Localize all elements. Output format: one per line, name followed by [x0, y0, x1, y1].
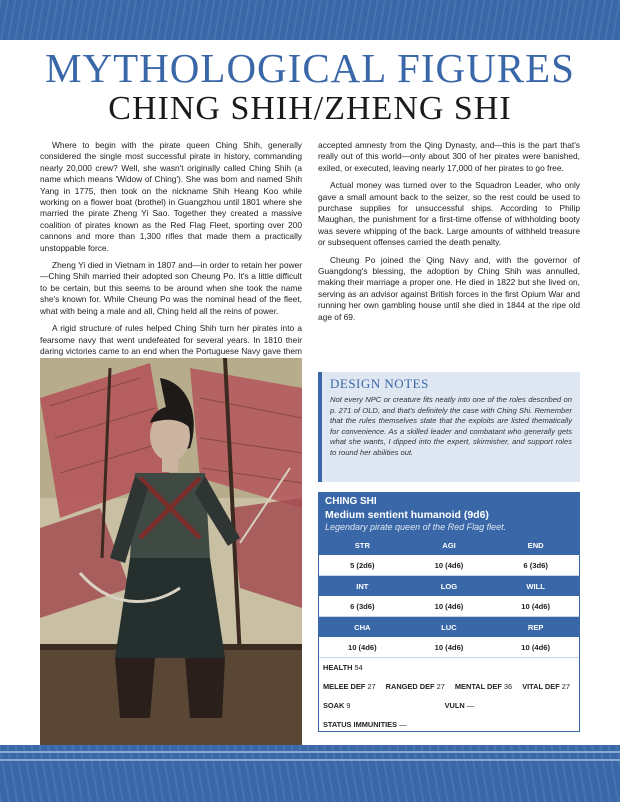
attribute-value: 10 (4d6) — [406, 637, 493, 658]
design-notes-title: DESIGN NOTES — [330, 376, 429, 391]
mental-def-label: MENTAL DEF — [454, 682, 502, 691]
border-stripe — [0, 759, 620, 761]
mental-def-value: 36 — [503, 682, 513, 691]
immunities-label: STATUS IMMUNITIES — [323, 720, 398, 729]
attribute-label: INT — [319, 576, 406, 597]
vuln-value: — — [466, 701, 475, 710]
attribute-value: 5 (2d6) — [319, 555, 406, 576]
attribute-value-row — [319, 596, 579, 617]
vital-def-label: VITAL DEF — [522, 682, 560, 691]
design-notes-box — [318, 372, 580, 482]
attribute-value: 10 (4d6) — [492, 596, 579, 617]
creature-description: Legendary pirate queen of the Red Flag fleet. — [325, 522, 507, 532]
pirate-queen-illustration — [40, 358, 302, 746]
creature-name: CHING SHI — [325, 496, 377, 507]
stat-block — [318, 492, 580, 732]
stat-block-header — [319, 493, 579, 535]
body-paragraph: Where to begin with the pirate queen Ching Shih, generally considered the single most successful pirate in history, commanding nearly 20,000 crew? Well, she wasn't originally called Ching Shih (a name which means 'Widow of Ching'). She was born and named Shih Yang in 1775, then took on the nickname Shih Heang Koo while working on a flower boat (brothel) in Guangzhou until 1801 where she married the pirate Zheng Yi Sao. Together they created a massive coalition of pirates known as the Red Flag Fleet, sporting over 200 cannons and more than 1,300 rifles that made them a practically unstoppable force. — [40, 140, 302, 253]
body-column-right — [318, 140, 580, 329]
attribute-value: 10 (4d6) — [406, 596, 493, 617]
attribute-label: LOG — [406, 576, 493, 597]
body-paragraph: Cheung Po joined the Qing Navy and, with the governor of Guangdong's blessing, the adoption by Ching Shih was annulled, making their marriage a proper one. He died in 1822 but she lived on, serving as an advisor against British forces in the first Opium War and running her own gambling house until she died in 1844 at the ripe old age of 69. — [318, 254, 580, 322]
attribute-value-row — [319, 637, 579, 658]
immunities-line — [319, 715, 579, 734]
entry-title: CHING SHIH/ZHENG SHI — [108, 90, 512, 127]
attribute-value: 10 (4d6) — [406, 555, 493, 576]
attribute-label: LUC — [406, 617, 493, 638]
attribute-value: 10 (4d6) — [319, 637, 406, 658]
body-paragraph: Actual money was turned over to the Squadron Leader, who only gave a small amount back to the seizer, so the rest could be used to purchase supplies for unsuccessful ships. According to Philip Maughan, the punishment for a first-time offense of withholding booty was severe whipping of the back. Large amounts of withheld treasure or subsequent offenses carried the death penalty. — [318, 180, 580, 248]
attribute-value: 6 (3d6) — [492, 555, 579, 576]
body-column-left — [40, 140, 302, 386]
attribute-label: WILL — [492, 576, 579, 597]
vital-def-value: 27 — [561, 682, 571, 691]
attribute-value-row — [319, 555, 579, 576]
melee-def-label: MELEE DEF — [323, 682, 366, 691]
health-line — [319, 658, 579, 677]
border-stripe — [0, 751, 620, 753]
attribute-label-row — [319, 576, 579, 597]
attribute-value: 6 (3d6) — [319, 596, 406, 617]
ranged-def-label: RANGED DEF — [385, 682, 435, 691]
immunities-value: — — [399, 720, 407, 729]
attribute-label: END — [492, 535, 579, 555]
defense-line — [319, 677, 579, 696]
attribute-label: STR — [319, 535, 406, 555]
body-paragraph: Zheng Yi died in Vietnam in 1807 and—in order to retain her power—Ching Shih married their adopted son Cheung Po. It's a little difficult to be certain, but this seems to be around when she took the name she's known for. While Cheung Po was the nominal head of the fleet, what with being a male and all, Ching held all the reins of power. — [40, 260, 302, 316]
attribute-label: CHA — [319, 617, 406, 638]
soak-value: 9 — [346, 701, 351, 710]
attribute-label: AGI — [406, 535, 493, 555]
attribute-label-row — [319, 535, 579, 555]
design-notes-text: Not every NPC or creature fits neatly into one of the roles described on p. 271 of OLD, and that's definitely the case with Ching Shi. Remember that the rules themselves state that the exploits are listed thematically for convenience. As a skilled leader and combatant who generally gets what she wants, I dipped into the expert, skirmisher, and support roles to round her abilities out. — [330, 395, 572, 457]
body-paragraph: A rigid structure of rules helped Ching Shih turn her pirates into a fearsome navy that went undefeated for several years. In 1810 their daring victories came to an end when the Portuguese Navy gave them — [40, 323, 302, 356]
body-paragraph: accepted amnesty from the Qing Dynasty, and—this is the part that's really out of this world—only about 300 of her pirates were banished, exiled, or executed, leaving nearly 17,000 of her pirates to go free. — [318, 140, 580, 173]
vuln-label: VULN — [444, 701, 465, 710]
section-title: MYTHOLOGICAL FIGURES — [45, 45, 575, 91]
top-border-band — [0, 0, 620, 40]
health-value: 54 — [354, 663, 363, 672]
soak-vuln-line — [319, 696, 579, 715]
ranged-def-value: 27 — [436, 682, 445, 691]
attribute-label: REP — [492, 617, 579, 638]
melee-def-value: 27 — [367, 682, 376, 691]
creature-type: Medium sentient humanoid (9d6) — [325, 509, 489, 521]
soak-label: SOAK — [323, 701, 345, 710]
attribute-value: 10 (4d6) — [492, 637, 579, 658]
attribute-table — [319, 535, 579, 658]
bottom-border-band — [0, 745, 620, 802]
health-label: HEALTH — [323, 663, 353, 672]
attribute-label-row — [319, 617, 579, 638]
